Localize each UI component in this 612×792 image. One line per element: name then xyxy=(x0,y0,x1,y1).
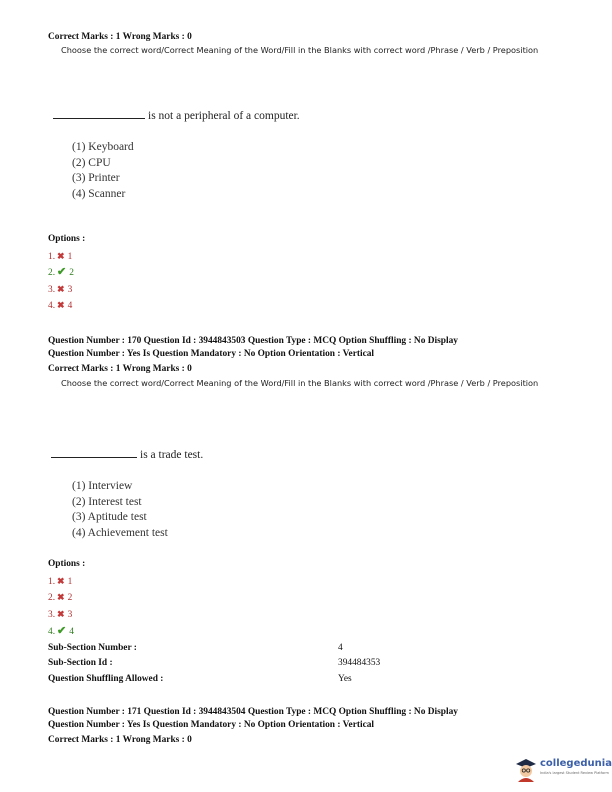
option-number: 3. xyxy=(48,285,56,295)
q170-choice-1: (1) Interview xyxy=(72,480,133,492)
cross-icon: ✖ xyxy=(57,251,65,261)
q170-question xyxy=(51,449,203,461)
q169-option-1 xyxy=(48,250,72,262)
q170-option-2 xyxy=(48,591,72,603)
cross-icon: ✖ xyxy=(57,576,65,586)
option-value: 3 xyxy=(67,285,73,295)
option-value: 1 xyxy=(67,577,73,587)
answer-blank xyxy=(51,449,137,458)
cross-icon: ✖ xyxy=(57,592,65,602)
q170-instruction: Choose the correct word/Correct Meaning of the Word/Fill in the Blanks with correct word /Phrase / Verb / Preposition xyxy=(61,378,539,388)
collegedunia-logo xyxy=(514,754,612,784)
q169-option-3 xyxy=(48,283,72,295)
q170-option-1 xyxy=(48,575,72,587)
answer-blank xyxy=(53,110,145,119)
q171-header-line2: Question Number : Yes Is Question Mandatory : No Option Orientation : Vertical xyxy=(48,720,375,730)
q170-options-label: Options : xyxy=(48,559,86,569)
option-number: 3. xyxy=(48,610,56,620)
q170-marks: Correct Marks : 1 Wrong Marks : 0 xyxy=(48,364,192,374)
logo-wordmark: collegedunia xyxy=(540,758,612,769)
option-value: 1 xyxy=(67,252,73,262)
q169-options-label: Options : xyxy=(48,234,86,244)
q171-header-line1: Question Number : 171 Question Id : 3944843504 Question Type : MCQ Option Shuffling : No Display xyxy=(48,707,458,717)
q169-question-text: is not a peripheral of a computer. xyxy=(148,110,300,122)
q169-option-2 xyxy=(48,266,74,278)
q169-option-4 xyxy=(48,299,72,311)
q169-marks: Correct Marks : 1 Wrong Marks : 0 xyxy=(48,32,192,42)
q169-instruction: Choose the correct word/Correct Meaning of the Word/Fill in the Blanks with correct word /Phrase / Verb / Preposition xyxy=(61,45,539,55)
option-number: 4. xyxy=(48,301,56,311)
q170-choice-4: (4) Achievement test xyxy=(72,526,168,539)
student-mascot-icon xyxy=(514,756,538,782)
subsection-id-value: 394484353 xyxy=(338,658,381,668)
cross-icon: ✖ xyxy=(57,300,65,310)
shuffle-allowed-label: Question Shuffling Allowed : xyxy=(48,674,164,684)
q169-question xyxy=(53,110,300,122)
cross-icon: ✖ xyxy=(57,609,65,619)
q170-header-line2: Question Number : Yes Is Question Mandatory : No Option Orientation : Vertical xyxy=(48,349,375,359)
q170-choice-3: (3) Aptitude test xyxy=(72,511,147,523)
q170-header-line1: Question Number : 170 Question Id : 3944843503 Question Type : MCQ Option Shuffling : No Display xyxy=(48,336,458,346)
q169-choice-3: (3) Printer xyxy=(72,172,120,184)
shuffle-allowed-value: Yes xyxy=(338,674,352,684)
option-value: 3 xyxy=(67,610,73,620)
option-value: 4 xyxy=(67,301,73,311)
q170-option-4 xyxy=(48,625,74,637)
option-value: 2 xyxy=(67,593,73,603)
q170-choice-2: (2) Interest test xyxy=(72,495,142,508)
logo-tagline: India's largest Student Review Platform xyxy=(540,771,609,775)
q170-question-text: is a trade test. xyxy=(140,449,204,461)
option-value: 2 xyxy=(69,268,74,278)
check-icon: ✔ xyxy=(57,266,67,278)
q170-option-3 xyxy=(48,608,72,620)
option-number: 1. xyxy=(48,252,56,262)
q169-choice-1: (1) Keyboard xyxy=(72,141,134,153)
option-value: 4 xyxy=(69,627,74,637)
check-icon: ✔ xyxy=(57,625,67,637)
option-number: 2. xyxy=(48,268,56,278)
q169-choice-4: (4) Scanner xyxy=(72,187,126,200)
subsection-number-label: Sub-Section Number : xyxy=(48,643,137,653)
option-number: 4. xyxy=(48,627,56,637)
option-number: 2. xyxy=(48,593,56,603)
cross-icon: ✖ xyxy=(57,284,65,294)
subsection-number-value: 4 xyxy=(338,643,343,653)
q171-marks: Correct Marks : 1 Wrong Marks : 0 xyxy=(48,735,192,745)
subsection-id-label: Sub-Section Id : xyxy=(48,658,113,668)
q169-choice-2: (2) CPU xyxy=(72,156,111,169)
option-number: 1. xyxy=(48,577,56,587)
